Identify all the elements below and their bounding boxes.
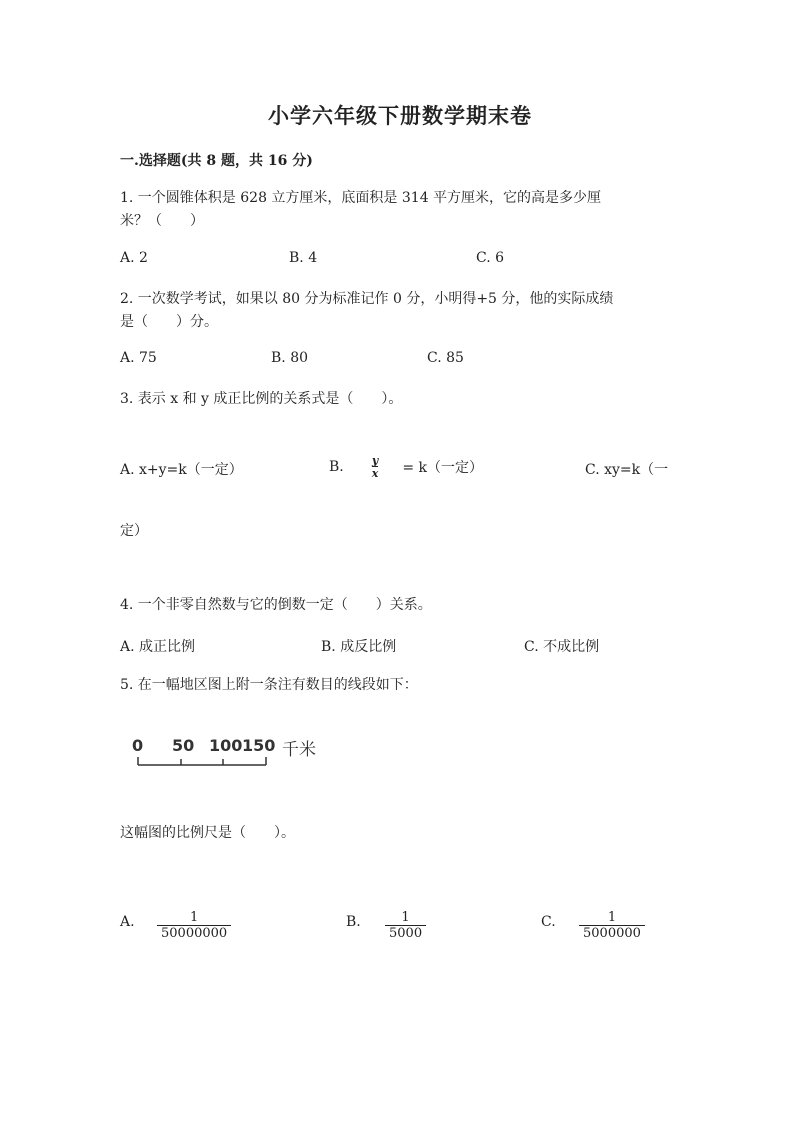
question-5-option-c[interactable] xyxy=(541,914,556,930)
question-2-option-c[interactable]: C. 85 xyxy=(427,350,464,366)
question-4-option-b[interactable]: B. 成反比例 xyxy=(321,639,397,655)
question-5-stem: 5. 在一幅地区图上附一条注有数目的线段如下： xyxy=(120,677,418,693)
scale-bar-line xyxy=(128,755,278,769)
fraction-denominator: 5000 xyxy=(385,925,426,941)
question-2-option-b[interactable]: B. 80 xyxy=(271,350,309,366)
question-1-option-a[interactable]: A. 2 xyxy=(120,250,148,266)
scale-label-100: 100 xyxy=(209,736,243,755)
scale-unit: 千米 xyxy=(282,740,316,760)
question-3-option-b[interactable] xyxy=(329,455,483,479)
fraction-denominator: x xyxy=(371,467,379,480)
question-5-option-b-label: B. xyxy=(346,914,361,930)
question-4-stem: 4. 一个非零自然数与它的倒数一定（ ）关系。 xyxy=(120,597,432,613)
question-3-option-c[interactable]: C. xy=k（一 xyxy=(585,462,669,478)
question-5-option-c-fraction xyxy=(579,906,645,941)
fraction-denominator: 5000000 xyxy=(579,925,645,941)
question-3-stem: 3. 表示 x 和 y 成正比例的关系式是（ ）。 xyxy=(120,391,403,407)
fraction-numerator: y xyxy=(371,454,379,467)
fraction-numerator: 1 xyxy=(189,910,199,925)
question-3-option-b-text: = k（一定） xyxy=(402,460,483,476)
question-5-option-a-label: A. xyxy=(120,914,135,930)
question-1-line2: 米？（ ） xyxy=(120,213,204,229)
fraction-denominator: 50000000 xyxy=(157,925,231,941)
question-2-line1: 2. 一次数学考试，如果以 80 分为标准记作 0 分，小明得+5 分，他的实际成绩 xyxy=(120,291,614,307)
question-5-option-a-fraction xyxy=(157,906,231,941)
question-5-option-b[interactable] xyxy=(346,914,361,930)
question-2-stem xyxy=(120,288,613,334)
scale-bar-figure xyxy=(128,733,328,773)
question-3-option-c-wrap: 定） xyxy=(120,523,148,539)
scale-label-150: 150 xyxy=(242,736,276,755)
scale-label-0: 0 xyxy=(132,736,144,755)
scale-label-50: 50 xyxy=(172,736,195,755)
question-1-line1: 1. 一个圆锥体积是 628 立方厘米，底面积是 314 平方厘米，它的高是多少厘 xyxy=(120,190,602,206)
question-4-option-a[interactable]: A. 成正比例 xyxy=(120,639,196,655)
question-4-option-c[interactable]: C. 不成比例 xyxy=(524,639,600,655)
question-5-option-c-label: C. xyxy=(541,914,556,930)
page-title: 小学六年级下册数学期末卷 xyxy=(268,103,532,128)
question-3-option-b-label: B. xyxy=(329,459,344,475)
question-3-option-a[interactable]: A. x+y=k（一定） xyxy=(120,462,243,478)
fraction-numerator: 1 xyxy=(401,910,410,925)
question-1-stem xyxy=(120,187,601,233)
question-5-followup: 这幅图的比例尺是（ ）。 xyxy=(120,825,295,841)
question-3-option-b-fraction xyxy=(372,455,379,479)
question-1-option-b[interactable]: B. 4 xyxy=(289,250,318,266)
section-heading: 一.选择题(共 8 题，共 16 分) xyxy=(120,153,313,169)
question-5-option-b-fraction xyxy=(385,906,426,941)
fraction-numerator: 1 xyxy=(607,910,617,925)
question-1-option-c[interactable]: C. 6 xyxy=(476,250,505,266)
question-2-option-a[interactable]: A. 75 xyxy=(120,350,157,366)
question-2-line2: 是（ ）分。 xyxy=(120,314,218,330)
question-5-option-a[interactable] xyxy=(120,914,135,930)
